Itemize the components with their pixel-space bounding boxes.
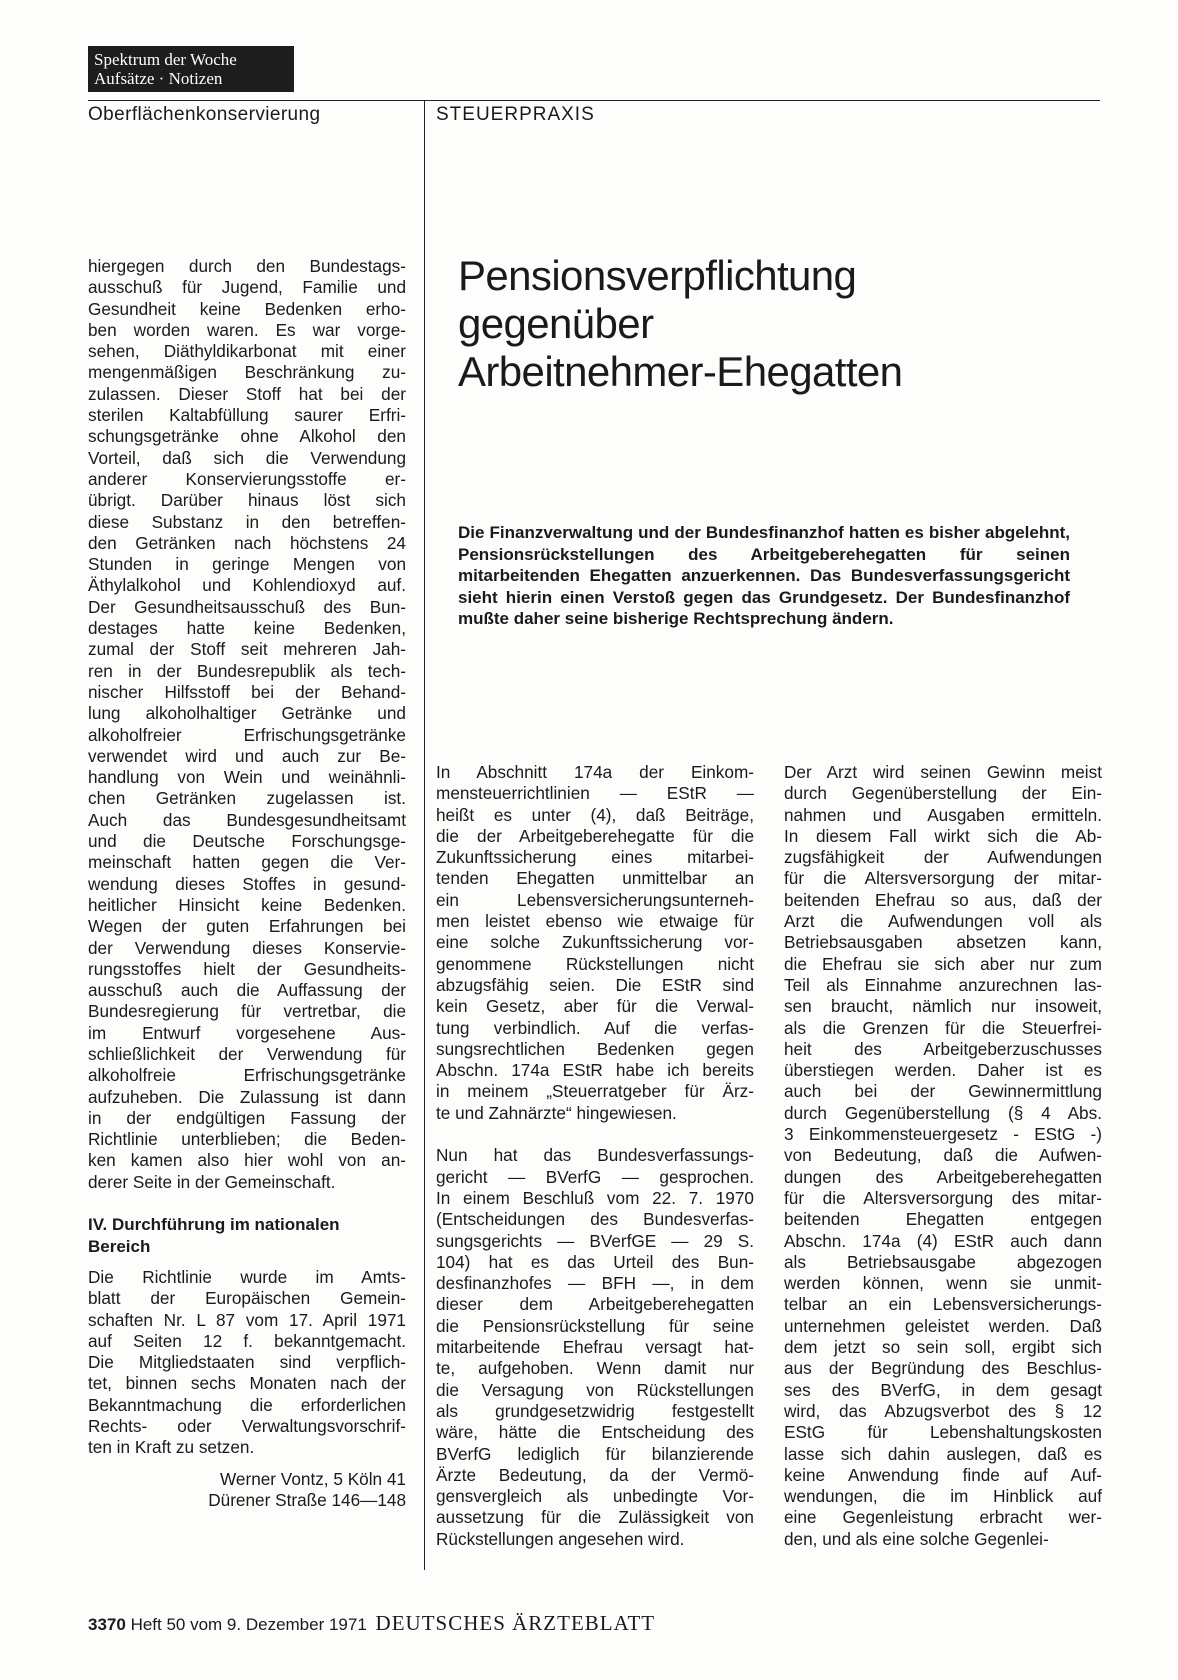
text-line: der Verwendung dieses Konservie-: [88, 937, 406, 958]
text-line: schließlichkeit der Verwendung für: [88, 1043, 406, 1064]
left-paragraph-2: [88, 1267, 406, 1459]
text-line: Vorteil, daß sich die Verwendung: [88, 447, 406, 468]
right-column: [784, 762, 1102, 1550]
column-divider: [424, 101, 425, 1570]
text-line: dieser dem Arbeitgeberehegatten: [436, 1294, 754, 1315]
text-line: auf Seiten 12 f. bekanntgemacht.: [88, 1330, 406, 1351]
right-paragraph-1: [784, 762, 1102, 1550]
text-line: heißt es unter (4), daß Beiträge,: [436, 804, 754, 825]
text-line: schaften Nr. L 87 vom 17. April 1971: [88, 1309, 406, 1330]
text-line: gericht — BVerfG — gesprochen.: [436, 1166, 754, 1187]
text-line: verwendet wird und auch zur Be-: [88, 745, 406, 766]
text-line: für die Altersversorgung der mitar-: [784, 868, 1102, 889]
text-line: im Entwurf vorgesehene Aus-: [88, 1022, 406, 1043]
text-line: 104) hat es das Urteil des Bun-: [436, 1251, 754, 1272]
text-line: beitenden Ehefrau so aus, daß der: [784, 889, 1102, 910]
text-line: Auch das Bundesgesundheitsamt: [88, 809, 406, 830]
text-line: genommene Rückstellungen nicht: [436, 953, 754, 974]
journal-name: DEUTSCHES ÄRZTEBLATT: [375, 1611, 656, 1635]
text-line: Rückstellungen angesehen wird.: [436, 1528, 685, 1549]
text-line: dem jetzt so sein soll, ergibt sich: [784, 1337, 1102, 1358]
subhead-line-1: IV. Durchführung im nationalen: [88, 1215, 340, 1235]
text-line: Bekanntmachung die erforderlichen: [88, 1394, 406, 1415]
text-line: als Betriebsausgabe abgezogen: [784, 1251, 1102, 1272]
headline-line-1: Pensionsverpflichtung: [458, 252, 857, 299]
text-line: ben worden waren. Es war vorge-: [88, 319, 406, 340]
text-line: Die Mitgliedstaaten sind verpflich-: [88, 1352, 406, 1373]
text-line: ren in der Bundesrepublik als tech-: [88, 660, 406, 681]
text-line: meinschaft hatten gegen die Ver-: [88, 852, 406, 873]
masthead-line-1: Spektrum der Woche: [94, 50, 237, 69]
text-line: tet, binnen sechs Monaten nach der: [88, 1373, 406, 1394]
text-line: Betriebsausgaben absetzen kann,: [784, 932, 1102, 953]
text-line: zulassen. Dieser Stoff hat bei der: [88, 383, 406, 404]
text-line: sungsrechtlichen Bedenken gegen: [436, 1038, 754, 1059]
text-line: EStG für Lebenshaltungskosten: [784, 1422, 1102, 1443]
text-line: ausschuß auch die Auffassung der: [88, 980, 406, 1001]
text-line: gensvergleich als unbedingte Vor-: [436, 1486, 754, 1507]
text-line: werden können, wenn sie unmit-: [784, 1273, 1102, 1294]
section-subhead: [88, 1214, 406, 1257]
text-line: den, und als eine solche Gegenlei-: [784, 1528, 1049, 1549]
text-line: In Abschnitt 174a der Einkom-: [436, 762, 754, 782]
text-line: mensteuerrichtlinien — EStR —: [436, 783, 754, 804]
text-line: telbar an ein Lebensversicherungs-: [784, 1294, 1102, 1315]
text-line: in meinem „Steuerratgeber für Ärz-: [436, 1081, 754, 1102]
text-line: den Getränken nach höchstens 24: [88, 532, 406, 553]
left-paragraph-1: [88, 256, 406, 1193]
text-line: als grundgesetzwidrig festgestellt: [436, 1400, 754, 1421]
text-line: abzugsfähig seien. Die EStR sind: [436, 974, 754, 995]
text-line: die Versagung von Rückstellungen: [436, 1379, 754, 1400]
text-line: In einem Beschluß vom 22. 7. 1970: [436, 1187, 754, 1208]
middle-paragraph-1: [436, 762, 754, 1124]
text-line: sen braucht, nämlich nur insoweit,: [784, 996, 1102, 1017]
text-line: wäre, hätte die Entscheidung des: [436, 1422, 754, 1443]
text-line: Der Arzt wird seinen Gewinn meist: [784, 762, 1102, 782]
text-line: für die Altersversorgung des mitar-: [784, 1187, 1102, 1208]
text-line: Zukunftssicherung eines mitarbei-: [436, 847, 754, 868]
text-line: alkoholfreier Erfrischungsgetränke: [88, 724, 406, 745]
text-line: überstiegen werden. Daher ist es: [784, 1060, 1102, 1081]
text-line: hiergegen durch den Bundestags-: [88, 256, 406, 276]
text-line: aus der Begründung des Beschlus-: [784, 1358, 1102, 1379]
text-line: mitarbeitende Ehefrau versagt hat-: [436, 1337, 754, 1358]
text-line: Wegen der guten Erfahrungen bei: [88, 916, 406, 937]
text-line: keine Anwendung finde auf Auf-: [784, 1464, 1102, 1485]
text-line: tung verbindlich. Auf die verfas-: [436, 1017, 754, 1038]
text-line: men leistet ebenso wie etwaige für: [436, 911, 754, 932]
text-line: von Bedeutung, daß die Aufwen-: [784, 1145, 1102, 1166]
text-line: beitenden Ehegatten entgegen: [784, 1209, 1102, 1230]
text-line: te, aufgehoben. Wenn damit nur: [436, 1358, 754, 1379]
text-line: BVerfG lediglich für bilanzierende: [436, 1443, 754, 1464]
text-line: lasse sich dahin auslegen, daß es: [784, 1443, 1102, 1464]
page-number: 3370: [88, 1615, 126, 1634]
text-line: anderer Konservierungsstoffe er-: [88, 468, 406, 489]
author-signature: [88, 1469, 406, 1512]
text-line: Ärzte Bedeutung, da der Vermö-: [436, 1464, 754, 1485]
text-line: 3 Einkommensteuergesetz - EStG -): [784, 1124, 1102, 1145]
page-footer: [88, 1611, 655, 1636]
text-line: (Entscheidungen des Bundesverfas-: [436, 1209, 754, 1230]
signature-line-1: Werner Vontz, 5 Köln 41: [220, 1468, 406, 1489]
text-line: durch Gegenüberstellung der Ein-: [784, 783, 1102, 804]
text-line: heitlicher Hinsicht keine Bedenken.: [88, 894, 406, 915]
text-line: dungen des Arbeitgeberehegatten: [784, 1166, 1102, 1187]
text-line: in der endgültigen Fassung der: [88, 1107, 406, 1128]
text-line: destages hatte keine Bedenken,: [88, 618, 406, 639]
text-line: Die Richtlinie wurde im Amts-: [88, 1266, 406, 1287]
text-line: Gesundheit keine Bedenken erho-: [88, 298, 406, 319]
text-line: auch bei der Gewinnermittlung: [784, 1081, 1102, 1102]
text-line: ten in Kraft zu setzen.: [88, 1437, 255, 1458]
text-line: und die Deutsche Forschungsge-: [88, 831, 406, 852]
text-line: tenden Ehegatten unmittelbar an: [436, 868, 754, 889]
text-line: wendungen, die im Hinblick auf: [784, 1486, 1102, 1507]
text-line: nischer Hilfsstoff bei der Behand-: [88, 681, 406, 702]
text-line: schungsgetränke ohne Alkohol den: [88, 426, 406, 447]
issue-info: Heft 50 vom 9. Dezember 1971: [130, 1615, 367, 1634]
text-line: sungsgerichts — BVerfGE — 29 S.: [436, 1230, 754, 1251]
headline-line-3: Arbeitnehmer-Ehegatten: [458, 348, 903, 395]
text-line: Rechts- oder Verwaltungsvorschrif-: [88, 1416, 406, 1437]
text-line: Stunden in geringe Mengen von: [88, 554, 406, 575]
article-lead: Die Finanzverwaltung und der Bundesfinanzhof hatten es bisher abgelehnt, Pensionsrückstellungen des Arbeitgeberehegatten für seinen mitarbeitenden Ehegatten anzuerkennen. Das Bundesverfassungsgericht sieht hierin einen Verstoß gegen das Grundgesetz. Der Bundesfinanzhof mußte daher seine bisherige Rechtsprechung ändern.: [458, 523, 1070, 629]
text-line: rungsstoffes hielt der Gesundheits-: [88, 958, 406, 979]
section-label-left: Oberflächenkonservierung: [88, 104, 321, 125]
masthead-line-2: Aufsätze · Notizen: [94, 69, 223, 88]
text-line: sterilen Kaltabfüllung saurer Erfri-: [88, 405, 406, 426]
text-line: In diesem Fall wirkt sich die Ab-: [784, 825, 1102, 846]
text-line: eine Gegenleistung erbracht wer-: [784, 1507, 1102, 1528]
text-line: Arzt die Aufwendungen voll als: [784, 911, 1102, 932]
text-line: wird, das Abzugsverbot des § 12: [784, 1400, 1102, 1421]
text-line: ses des BVerfG, in dem gesagt: [784, 1379, 1102, 1400]
subhead-line-2: Bereich: [88, 1236, 151, 1256]
text-line: die der Arbeitgeberehegatte für die: [436, 825, 754, 846]
text-line: wendung dieses Stoffes in gesund-: [88, 873, 406, 894]
text-line: lung alkoholhaltiger Getränke und: [88, 703, 406, 724]
text-line: aussetzung für die Zulässigkeit von: [436, 1507, 754, 1528]
text-line: Der Gesundheitsausschuß des Bun-: [88, 596, 406, 617]
text-line: chen Getränken zugelassen ist.: [88, 788, 406, 809]
text-line: ken kamen also hier wohl von an-: [88, 1150, 406, 1171]
section-label-right: STEUERPRAXIS: [436, 104, 595, 125]
header-rule: [88, 100, 1100, 101]
text-line: blatt der Europäischen Gemein-: [88, 1288, 406, 1309]
text-line: Nun hat das Bundesverfassungs-: [436, 1145, 754, 1166]
text-line: derer Seite in der Gemeinschaft.: [88, 1171, 336, 1192]
text-line: eine solche Zukunftssicherung vor-: [436, 932, 754, 953]
text-line: durch Gegenüberstellung (§ 4 Abs.: [784, 1102, 1102, 1123]
text-line: Bundesregierung für vertretbar, die: [88, 1001, 406, 1022]
text-line: übrigt. Darüber hinaus löst sich: [88, 490, 406, 511]
text-line: Äthylalkohol und Kohlendioxyd auf.: [88, 575, 406, 596]
text-line: zugsfähigkeit der Aufwendungen: [784, 847, 1102, 868]
text-line: die Ehefrau sie sich aber nur zum: [784, 953, 1102, 974]
text-line: nahmen und Ausgaben ermitteln.: [784, 804, 1102, 825]
text-line: mengenmäßigen Beschränkung zu-: [88, 362, 406, 383]
text-line: kein Gesetz, aber für die Verwal-: [436, 996, 754, 1017]
left-column: [88, 256, 406, 1511]
text-line: te und Zahnärzte“ hingewiesen.: [436, 1102, 677, 1123]
text-line: diese Substanz in den betreffen-: [88, 511, 406, 532]
article-headline: [458, 252, 1098, 396]
text-line: Teil als Einnahme anzurechnen las-: [784, 974, 1102, 995]
text-line: ein Lebensversicherungsunterneh-: [436, 889, 754, 910]
text-line: handlung von Wein und weinähnli-: [88, 767, 406, 788]
middle-paragraph-2: [436, 1145, 754, 1550]
text-line: die Pensionsrückstellung für seine: [436, 1315, 754, 1336]
text-line: Richtlinie unterblieben; die Beden-: [88, 1129, 406, 1150]
text-line: zumal der Stoff seit mehreren Jah-: [88, 639, 406, 660]
text-line: aufzuheben. Die Zulassung ist dann: [88, 1086, 406, 1107]
text-line: unternehmen geleistet werden. Daß: [784, 1315, 1102, 1336]
text-line: Abschn. 174a (4) EStR auch dann: [784, 1230, 1102, 1251]
text-line: heit des Arbeitgeberzuschusses: [784, 1038, 1102, 1059]
signature-line-2: Dürener Straße 146—148: [208, 1489, 406, 1510]
text-line: alkoholfreie Erfrischungsgetränke: [88, 1065, 406, 1086]
text-line: als die Grenzen für die Steuerfrei-: [784, 1017, 1102, 1038]
text-line: desfinanzhofes — BFH —, in dem: [436, 1273, 754, 1294]
headline-line-2: gegenüber: [458, 300, 654, 347]
text-line: Abschn. 174a EStR habe ich bereits: [436, 1060, 754, 1081]
masthead-box: [88, 46, 294, 92]
middle-column: [436, 762, 754, 1550]
text-line: ausschuß für Jugend, Familie und: [88, 277, 406, 298]
text-line: sehen, Diäthyldikarbonat mit einer: [88, 341, 406, 362]
